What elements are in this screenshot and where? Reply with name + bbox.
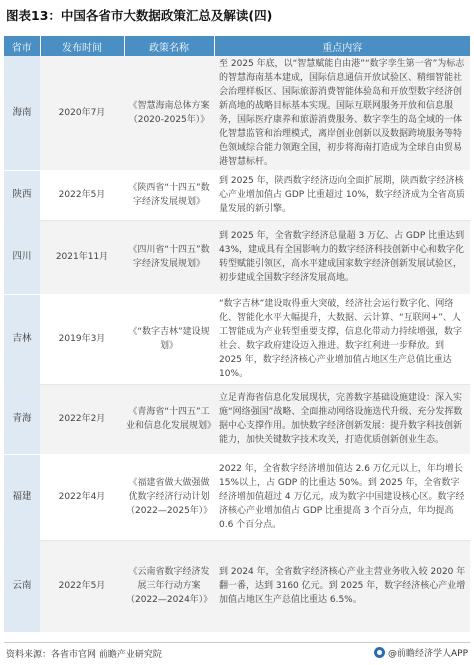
page-title: 图表13：中国各省市大数据政策汇总及解读(四) (6, 8, 273, 23)
province-cell: 陕西 (4, 170, 40, 220)
header-policy: 政策名称 (124, 36, 214, 56)
table-row (4, 294, 470, 384)
qianzhan-logo-icon (374, 647, 385, 658)
province-cell: 福建 (4, 454, 40, 540)
table-row (4, 220, 470, 294)
table-row (4, 454, 470, 540)
table-row (4, 170, 470, 220)
policy-table (4, 36, 470, 633)
policy-cell: 《云南省数字经济发展三年行动方案（2022—2024年）》 (124, 540, 214, 632)
province-cell: 海南 (4, 56, 40, 170)
province-cell: 四川 (4, 220, 40, 294)
policy-cell: 《青海省“十四五”工业和信息化发展规划》 (124, 384, 214, 454)
header-content: 重点内容 (214, 36, 470, 56)
table-header-row (4, 36, 470, 56)
header-province: 省市 (4, 36, 40, 56)
table-row (4, 56, 470, 170)
brand-label: @前瞻经济学人APP (387, 649, 468, 659)
policy-cell: 《福建省做大做强做优数字经济行动计划（2022—2025年）》 (124, 454, 214, 540)
date-cell: 2022年5月 (40, 540, 124, 632)
date-cell: 2021年11月 (40, 220, 124, 294)
content-cell: 到 2024 年，全省数字经济核心产业主营业务收入较 2020 年翻一番，达到 3160 亿元。到 2025 年，数字经济核心产业增加值占地区生产总值比重达 6.5%。 (214, 540, 470, 632)
content-cell: “数字吉林”建设取得重大突破，经济社会运行数字化、网络化、智能化水平大幅提升，大数据、云计算、“互联网+”、人工智能成为产业转型重要支撑，信息化带动力持续增强，数字社会、数字政府建设迈入推进、数字红利进一步释放。到 2025 年，数字经济核心产业增加值占地区生产总值比重达 10%。 (214, 294, 470, 384)
province-cell: 云南 (4, 540, 40, 632)
brand-watermark (374, 646, 468, 659)
date-cell: 2019年3月 (40, 294, 124, 384)
source-note: 资料来源：各省市官网 前瞻产业研究院 (6, 650, 162, 660)
policy-cell: 《智慧海南总体方案（2020-2025年）》 (124, 56, 214, 170)
content-cell: 到 2025 年，陕西数字经济迈向全面扩展期，陕西数字经济核心产业增加值占 GDP 比重超过 10%，数字经济成为全省高质量发展的新引擎。 (214, 170, 470, 220)
policy-cell: 《四川省“十四五”数字经济发展规划》 (124, 220, 214, 294)
date-cell: 2020年7月 (40, 56, 124, 170)
header-date: 发布时间 (40, 36, 124, 56)
content-cell: 2022 年，全省数字经济增加值达 2.6 万亿元以上，年均增长 15%以上，占 GDP 的比重达 50%。到 2025 年，全省数字经济增加值超过 4 万亿元，成为数字中国建设核心区。数字经济核心产业增加值占 GDP 比重提高 3 个百分点，年均提高 0.6 个百分点。 (214, 454, 470, 540)
content-cell: 到 2025 年，全省数字经济总量超 3 万亿、占 GDP 比重达到 43%，建成具有全国影响力的数字经济科技创新中心和数字化转型赋能引领区，高水平建成国家数字经济创新发展试验区，初步建成全国数字经济发展高地。 (214, 220, 470, 294)
table-row (4, 384, 470, 454)
policy-cell: 《陕西省“十四五”数字经济发展规划》 (124, 170, 214, 220)
content-cell: 立足青海省信息化发展现状，完善数字基础设施建设：深入实施“网络强国”战略、全面推动网络设施迭代升级、充分发挥数据中心支撑作用。加快数字经济创新发展：提升数字科技创新能力，加快关键数字技术攻关，打造优质创新创业生态。 (214, 384, 470, 454)
content-cell: 至 2025 年底，以“智慧赋能自由港”“数字孪生第一省”为标志的智慧海南基本建成，国际信息通信开放试验区、精细智能社会治理样板区、国际旅游消费智能体验岛和开放型数字经济创新高地的战略目标基本实现。国际互联网服务开放和信息服务，国际医疗康养和旅游消费服务、数字孪生的岛全域的一体化智慧监管和治理模式，离岸创业创新以及数据跨境服务等特色领域综合能力领跑全国，初步将海南打造成为全球自由贸易港智慧标杆。 (214, 56, 470, 170)
date-cell: 2022年2月 (40, 384, 124, 454)
date-cell: 2022年4月 (40, 454, 124, 540)
policy-cell: 《“数字吉林”建设规划》 (124, 294, 214, 384)
province-cell: 吉林 (4, 294, 40, 384)
date-cell: 2022年5月 (40, 170, 124, 220)
province-cell: 青海 (4, 384, 40, 454)
table-row (4, 540, 470, 632)
footer-divider (4, 642, 470, 643)
